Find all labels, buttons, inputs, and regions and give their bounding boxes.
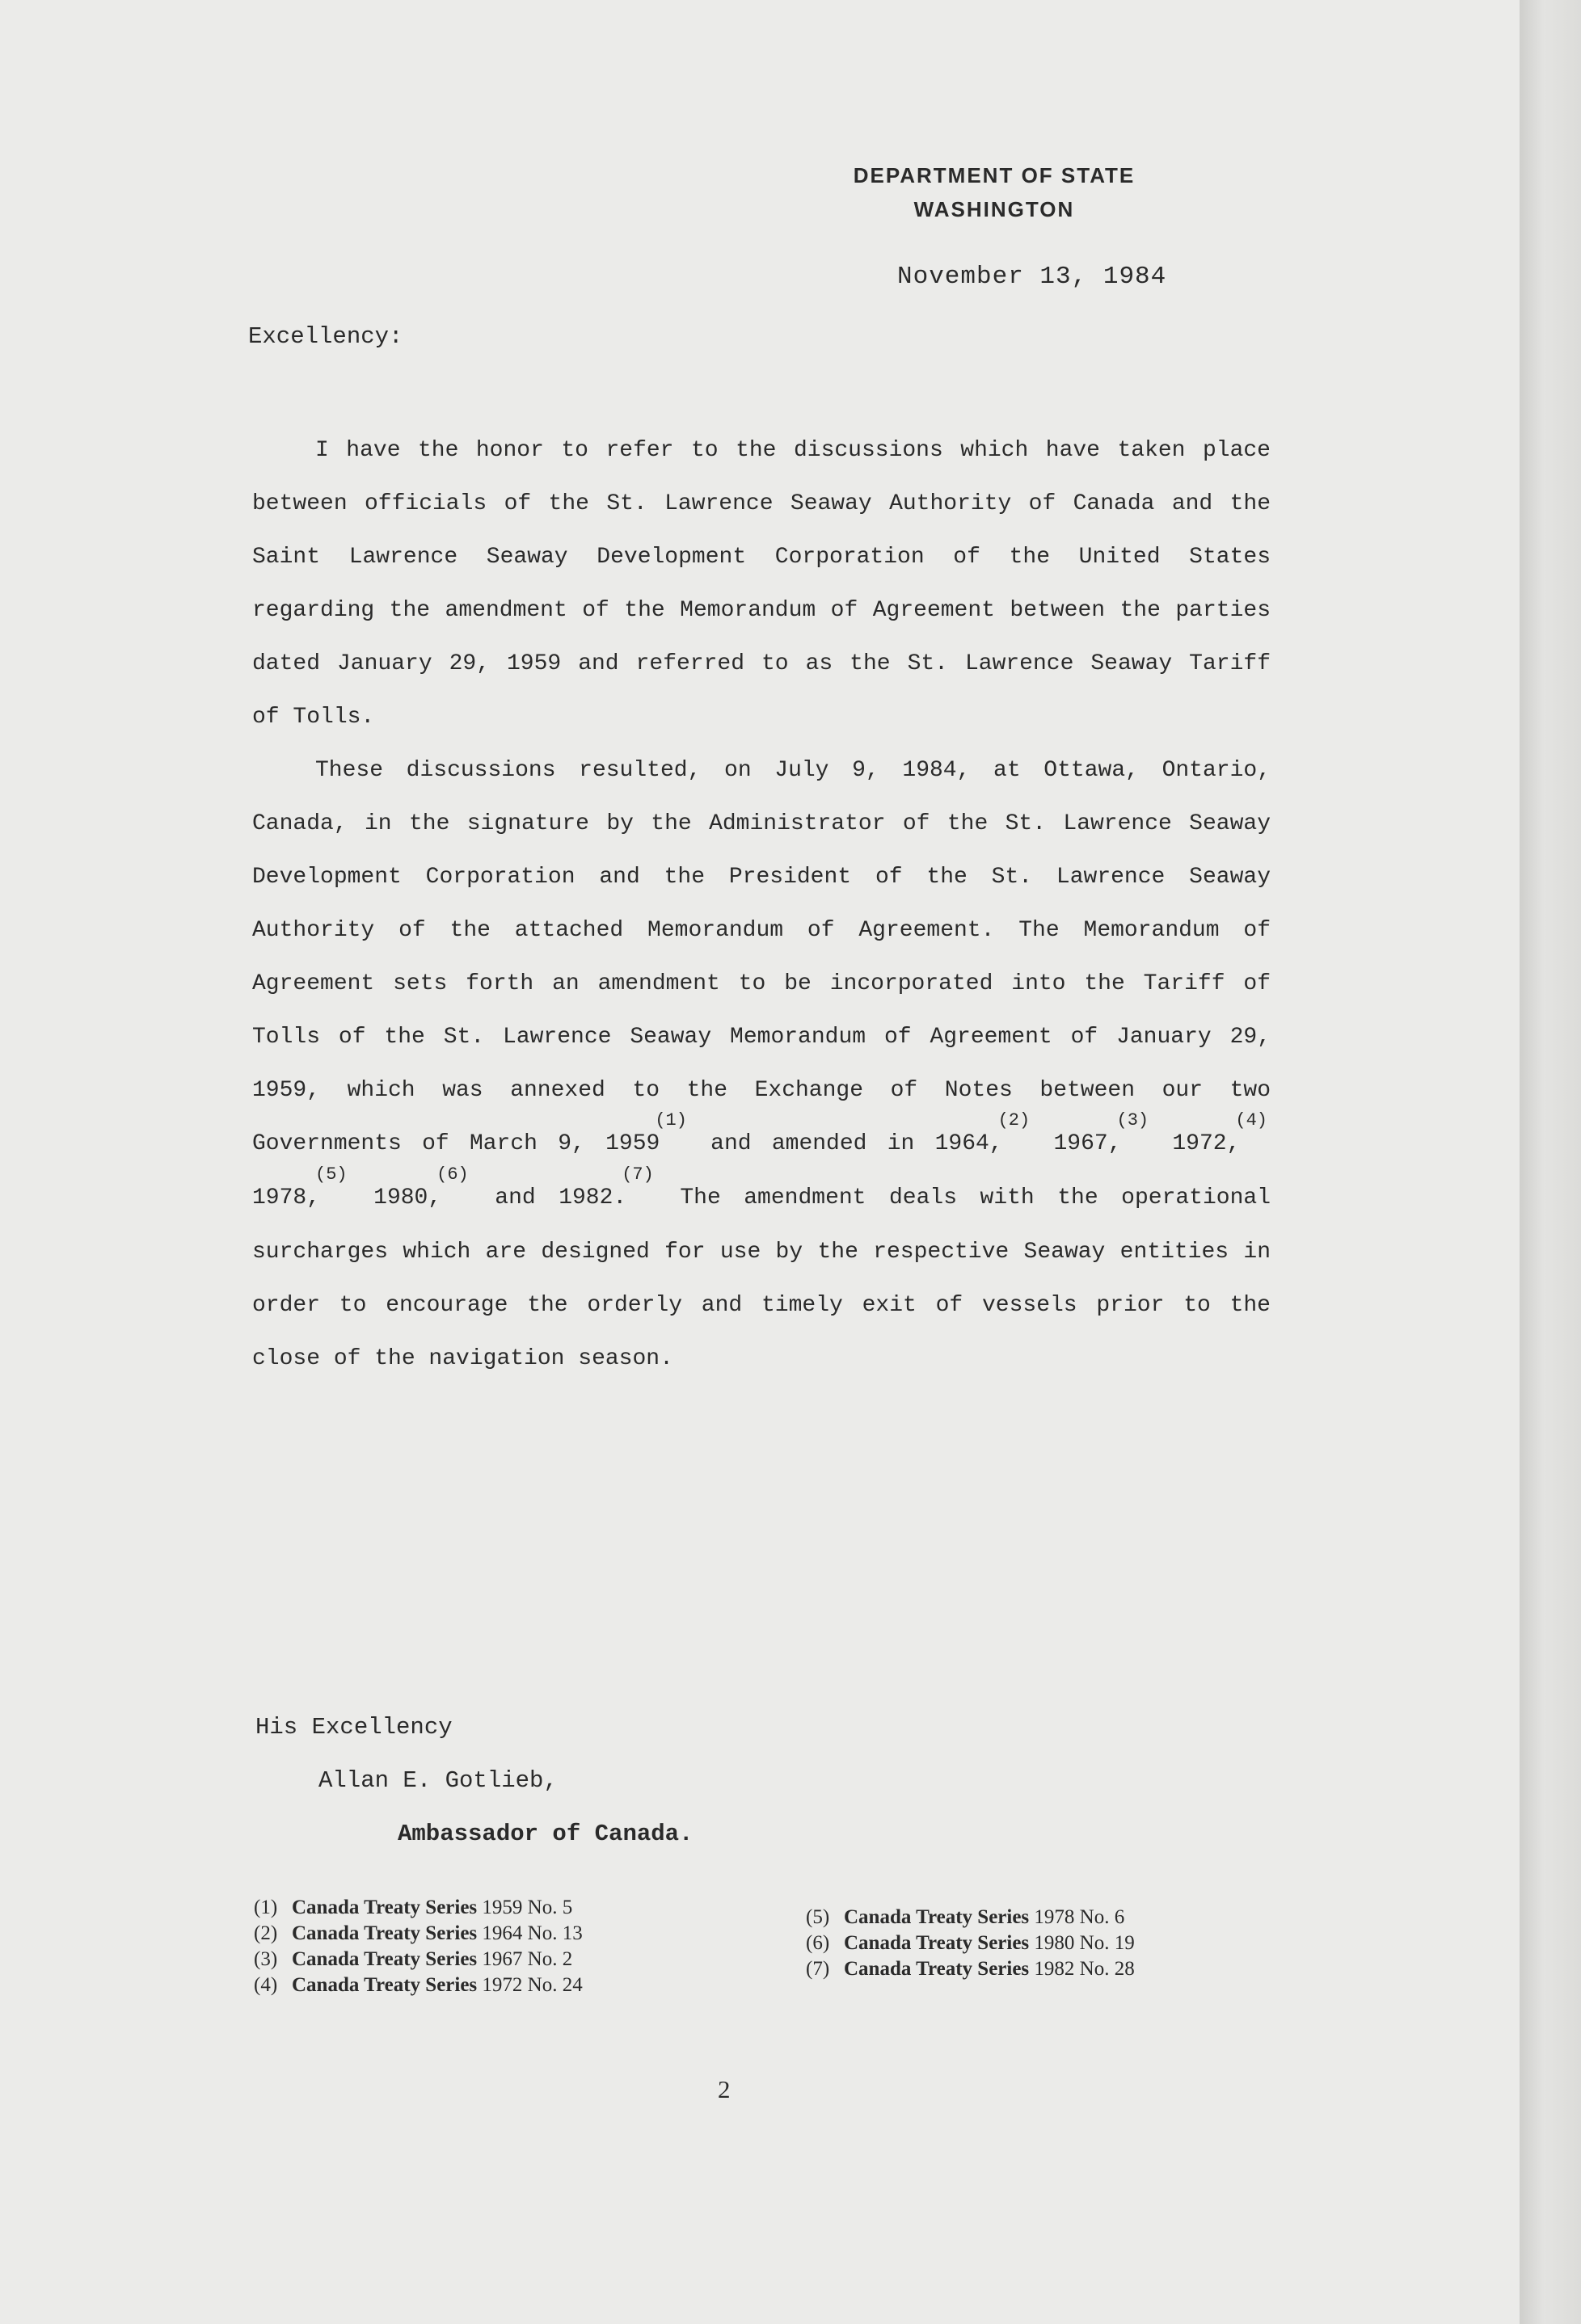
addressee-block (255, 1701, 693, 1861)
footnote-series: Canada Treaty Series (292, 1948, 478, 1970)
footnote-ref-4: (4) (1235, 1110, 1267, 1130)
addressee-name: Allan E. Gotlieb, (318, 1767, 558, 1794)
footnote-number: (4) (254, 1974, 278, 1996)
footnote-series: Canada Treaty Series (844, 1932, 1030, 1954)
footnote-6 (806, 1930, 1135, 1956)
footnote-7 (806, 1956, 1135, 1982)
paragraph-2 (252, 744, 1271, 1386)
footnote-ref-7: (7) (622, 1164, 654, 1185)
footnote-series: Canada Treaty Series (844, 1958, 1030, 1980)
letterhead-city: WASHINGTON (913, 197, 1075, 221)
footnote-3 (254, 1947, 583, 1972)
footnote-number: (3) (254, 1948, 278, 1970)
footnote-ref-3: (3) (1116, 1110, 1149, 1130)
salutation: Excellency: (248, 323, 403, 350)
footnote-number: (1) (254, 1897, 278, 1918)
letterhead (824, 158, 1164, 226)
paragraph-2-text: and 1982. (471, 1185, 627, 1210)
footnote-reference: 1967 No. 2 (482, 1948, 573, 1970)
footnote-reference: 1978 No. 6 (1034, 1906, 1125, 1928)
footnotes-left (254, 1895, 583, 1998)
footnote-series: Canada Treaty Series (292, 1974, 478, 1996)
footnotes-right (806, 1905, 1135, 1982)
addressee-position: Ambassador of Canada. (398, 1821, 694, 1847)
footnote-ref-5: (5) (315, 1164, 348, 1185)
addressee-title: His Excellency (255, 1714, 453, 1741)
paragraph-2-text: 1972, (1152, 1131, 1241, 1156)
footnote-reference: 1959 No. 5 (482, 1897, 573, 1918)
footnote-5 (806, 1905, 1135, 1930)
paragraph-2-text: 1967, (1033, 1131, 1122, 1156)
letterhead-department: DEPARTMENT OF STATE (853, 163, 1136, 187)
footnote-reference: 1980 No. 19 (1034, 1932, 1135, 1954)
footnote-reference: 1982 No. 28 (1034, 1958, 1135, 1980)
footnote-ref-1: (1) (655, 1110, 687, 1130)
adjacent-page-edge (1520, 0, 1581, 2324)
footnote-reference: 1964 No. 13 (482, 1922, 583, 1944)
footnote-number: (5) (806, 1906, 830, 1928)
paragraph-2-text: 1980, (350, 1185, 442, 1210)
paragraph-1: I have the honor to refer to the discussions which have taken place between officials of the St. Lawrence Seaway Authority of Canada and the Saint Lawrence Seaway Development Corporation of the United States regarding the amendment of the Memorandum of Agreement between the parties dated January 29, 1959 and referred to as the St. Lawrence Seaway Tariff of Tolls. (252, 438, 1271, 730)
paragraph-2-text: and amended in 1964, (689, 1131, 1003, 1156)
footnote-number: (6) (806, 1932, 830, 1954)
letter-body (252, 424, 1271, 1386)
footnote-4 (254, 1972, 583, 1998)
footnote-series: Canada Treaty Series (292, 1897, 478, 1918)
footnote-number: (2) (254, 1922, 278, 1944)
footnote-series: Canada Treaty Series (292, 1922, 478, 1944)
footnote-number: (7) (806, 1958, 830, 1980)
paragraph-2-text: These discussions resulted, on July 9, 1984, at Ottawa, Ontario, Canada, in the signature by the Administrator of the St. Lawrence Seaway Development Corporation and the President of the St. Lawrence Seaway Authority of the attached Memorandum of Agreement. The Memorandum of Agreement sets forth an amendment to be incorporated into the Tariff of Tolls of the St. Lawrence Seaway Memorandum of Agreement of January 29, 1959, which was annexed to the Exchange of Notes between our two Governments of March 9, 1959 (252, 758, 1271, 1156)
page-number: 2 (718, 2075, 731, 2103)
footnote-reference: 1972 No. 24 (482, 1974, 583, 1996)
footnote-2 (254, 1921, 583, 1947)
footnote-ref-2: (2) (997, 1110, 1031, 1130)
paragraph-2-text: 1978, (252, 1185, 321, 1210)
footnote-1 (254, 1895, 583, 1921)
footnote-series: Canada Treaty Series (844, 1906, 1030, 1928)
paragraph-2-text: The amendment deals with the operational surcharges which are designed for use by the respective Seaway entities in order to encourage the orderly and timely exit of vessels prior to the close of the navigation season. (252, 1185, 1271, 1371)
footnote-ref-6: (6) (436, 1164, 469, 1185)
letter-date: November 13, 1984 (897, 263, 1167, 291)
